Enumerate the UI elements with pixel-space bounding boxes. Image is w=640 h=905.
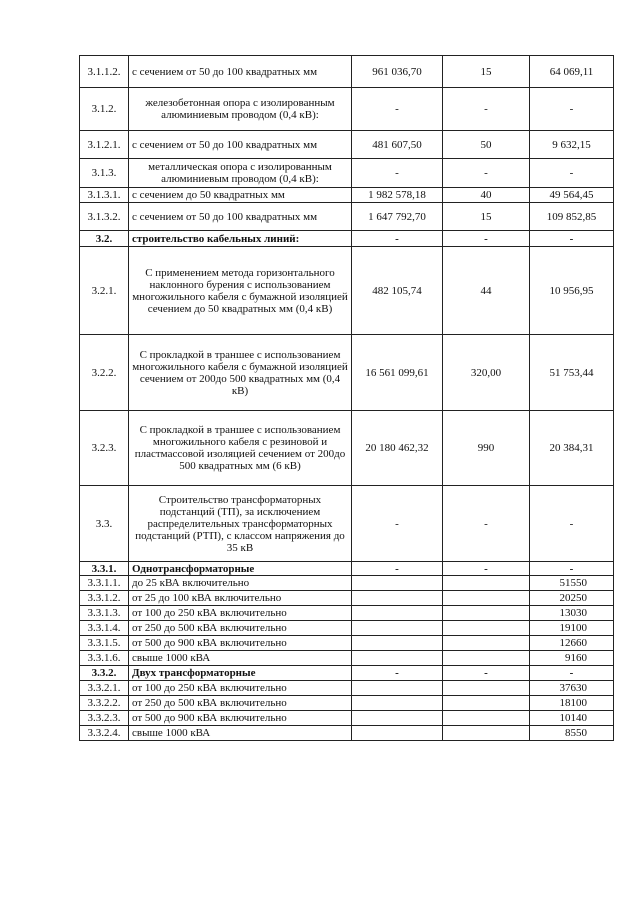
row-cost (352, 621, 443, 636)
table-row (80, 56, 614, 88)
row-rate: 9 632,15 (530, 131, 614, 159)
row-description: С применением метода горизонтального наклонного бурения с использованием многожильного кабеля с бумажной изоляцией сечением до 50 квадратных мм (0,4 кВ) (129, 247, 352, 335)
row-cost: - (352, 231, 443, 247)
row-cost (352, 636, 443, 651)
row-description: свыше 1000 кВА (129, 651, 352, 666)
row-number: 3.3.2.1. (80, 681, 129, 696)
table-row (80, 606, 614, 621)
row-cost: 1 982 578,18 (352, 188, 443, 203)
row-rate: 10 956,95 (530, 247, 614, 335)
row-number: 3.3.1.5. (80, 636, 129, 651)
row-rate: 51550 (530, 576, 614, 591)
row-number: 3.1.3.1. (80, 188, 129, 203)
row-rate: 12660 (530, 636, 614, 651)
table-row (80, 131, 614, 159)
table-row (80, 726, 614, 741)
table-row (80, 231, 614, 247)
table-row (80, 562, 614, 576)
row-description: от 25 до 100 кВА включительно (129, 591, 352, 606)
row-quantity: 15 (443, 56, 530, 88)
row-quantity: 320,00 (443, 335, 530, 411)
row-cost: 481 607,50 (352, 131, 443, 159)
row-description: от 250 до 500 кВА включительно (129, 696, 352, 711)
row-rate: - (530, 666, 614, 681)
tariff-table-body (80, 56, 614, 741)
row-number: 3.3.2.4. (80, 726, 129, 741)
row-description: с сечением от 50 до 100 квадратных мм (129, 203, 352, 231)
row-description: от 500 до 900 кВА включительно (129, 636, 352, 651)
row-description: до 25 кВА включительно (129, 576, 352, 591)
row-description: С прокладкой в траншее с использованием многожильного кабеля с бумажной изоляцией сечением от 200до 500 квадратных мм (0,4 кВ) (129, 335, 352, 411)
row-quantity (443, 711, 530, 726)
row-description: с сечением до 50 квадратных мм (129, 188, 352, 203)
row-rate: 51 753,44 (530, 335, 614, 411)
table-row (80, 188, 614, 203)
table-row (80, 335, 614, 411)
row-number: 3.3.2.2. (80, 696, 129, 711)
row-number: 3.1.3.2. (80, 203, 129, 231)
row-description: от 250 до 500 кВА включительно (129, 621, 352, 636)
row-number: 3.1.2.1. (80, 131, 129, 159)
row-number: 3.1.1.2. (80, 56, 129, 88)
row-cost: - (352, 486, 443, 562)
row-cost (352, 696, 443, 711)
row-description: металлическая опора с изолированным алюминиевым проводом (0,4 кВ): (129, 159, 352, 188)
table-row (80, 159, 614, 188)
row-rate: 8550 (530, 726, 614, 741)
row-cost: 20 180 462,32 (352, 411, 443, 486)
row-number: 3.1.2. (80, 88, 129, 131)
row-cost: - (352, 562, 443, 576)
table-row (80, 411, 614, 486)
row-cost: 482 105,74 (352, 247, 443, 335)
row-quantity: 990 (443, 411, 530, 486)
row-cost (352, 576, 443, 591)
row-rate: 18100 (530, 696, 614, 711)
row-description: С прокладкой в траншее с использованием многожильного кабеля с резиновой и пластмассовой изоляцией сечением от 200до 500 квадратных мм (6 кВ) (129, 411, 352, 486)
row-quantity: - (443, 231, 530, 247)
table-row (80, 666, 614, 681)
table-row (80, 88, 614, 131)
row-description: Двух трансформаторные (129, 666, 352, 681)
tariff-table (79, 55, 614, 741)
row-number: 3.3.1.3. (80, 606, 129, 621)
row-quantity: 40 (443, 188, 530, 203)
row-quantity: 15 (443, 203, 530, 231)
row-quantity: - (443, 486, 530, 562)
row-description: железобетонная опора с изолированным алюминиевым проводом (0,4 кВ): (129, 88, 352, 131)
row-quantity: 44 (443, 247, 530, 335)
row-quantity: - (443, 159, 530, 188)
row-rate: - (530, 562, 614, 576)
row-rate: 9160 (530, 651, 614, 666)
row-cost (352, 651, 443, 666)
row-description: от 100 до 250 кВА включительно (129, 681, 352, 696)
table-row (80, 711, 614, 726)
row-quantity (443, 606, 530, 621)
row-rate: 20 384,31 (530, 411, 614, 486)
row-number: 3.2.3. (80, 411, 129, 486)
table-row (80, 696, 614, 711)
row-description: свыше 1000 кВА (129, 726, 352, 741)
row-rate: 10140 (530, 711, 614, 726)
row-description: с сечением от 50 до 100 квадратных мм (129, 131, 352, 159)
row-number: 3.2. (80, 231, 129, 247)
row-description: Строительство трансформаторных подстанций (ТП), за исключением распределительных трансформаторных подстанций (РТП), с классом напряжения до 35 кВ (129, 486, 352, 562)
row-number: 3.3. (80, 486, 129, 562)
row-number: 3.3.2. (80, 666, 129, 681)
row-cost: 961 036,70 (352, 56, 443, 88)
row-description: от 100 до 250 кВА включительно (129, 606, 352, 621)
table-row (80, 576, 614, 591)
row-cost (352, 681, 443, 696)
row-cost: - (352, 666, 443, 681)
row-rate: - (530, 159, 614, 188)
table-row (80, 486, 614, 562)
row-rate: 19100 (530, 621, 614, 636)
row-number: 3.3.1.1. (80, 576, 129, 591)
row-rate: 109 852,85 (530, 203, 614, 231)
row-description: от 500 до 900 кВА включительно (129, 711, 352, 726)
row-rate: - (530, 88, 614, 131)
table-row (80, 621, 614, 636)
table-row (80, 591, 614, 606)
row-quantity: - (443, 562, 530, 576)
row-rate: - (530, 231, 614, 247)
row-cost (352, 591, 443, 606)
row-cost: 1 647 792,70 (352, 203, 443, 231)
row-rate: 20250 (530, 591, 614, 606)
row-quantity (443, 681, 530, 696)
row-number: 3.3.1. (80, 562, 129, 576)
table-row (80, 247, 614, 335)
row-cost (352, 726, 443, 741)
row-rate: 37630 (530, 681, 614, 696)
row-description: с сечением от 50 до 100 квадратных мм (129, 56, 352, 88)
row-quantity: 50 (443, 131, 530, 159)
row-quantity (443, 576, 530, 591)
row-number: 3.2.1. (80, 247, 129, 335)
table-row (80, 651, 614, 666)
row-rate: 49 564,45 (530, 188, 614, 203)
row-rate: - (530, 486, 614, 562)
row-quantity (443, 636, 530, 651)
row-quantity (443, 651, 530, 666)
row-cost: 16 561 099,61 (352, 335, 443, 411)
row-quantity: - (443, 666, 530, 681)
row-cost: - (352, 159, 443, 188)
row-rate: 64 069,11 (530, 56, 614, 88)
row-quantity: - (443, 88, 530, 131)
row-number: 3.3.1.2. (80, 591, 129, 606)
row-quantity (443, 726, 530, 741)
row-description: строительство кабельных линий: (129, 231, 352, 247)
row-description: Однотрансформаторные (129, 562, 352, 576)
row-number: 3.2.2. (80, 335, 129, 411)
row-cost (352, 711, 443, 726)
row-quantity (443, 591, 530, 606)
table-row (80, 203, 614, 231)
row-number: 3.3.1.4. (80, 621, 129, 636)
row-number: 3.3.2.3. (80, 711, 129, 726)
row-quantity (443, 621, 530, 636)
row-quantity (443, 696, 530, 711)
row-number: 3.3.1.6. (80, 651, 129, 666)
row-cost: - (352, 88, 443, 131)
row-rate: 13030 (530, 606, 614, 621)
row-cost (352, 606, 443, 621)
table-row (80, 681, 614, 696)
row-number: 3.1.3. (80, 159, 129, 188)
table-row (80, 636, 614, 651)
